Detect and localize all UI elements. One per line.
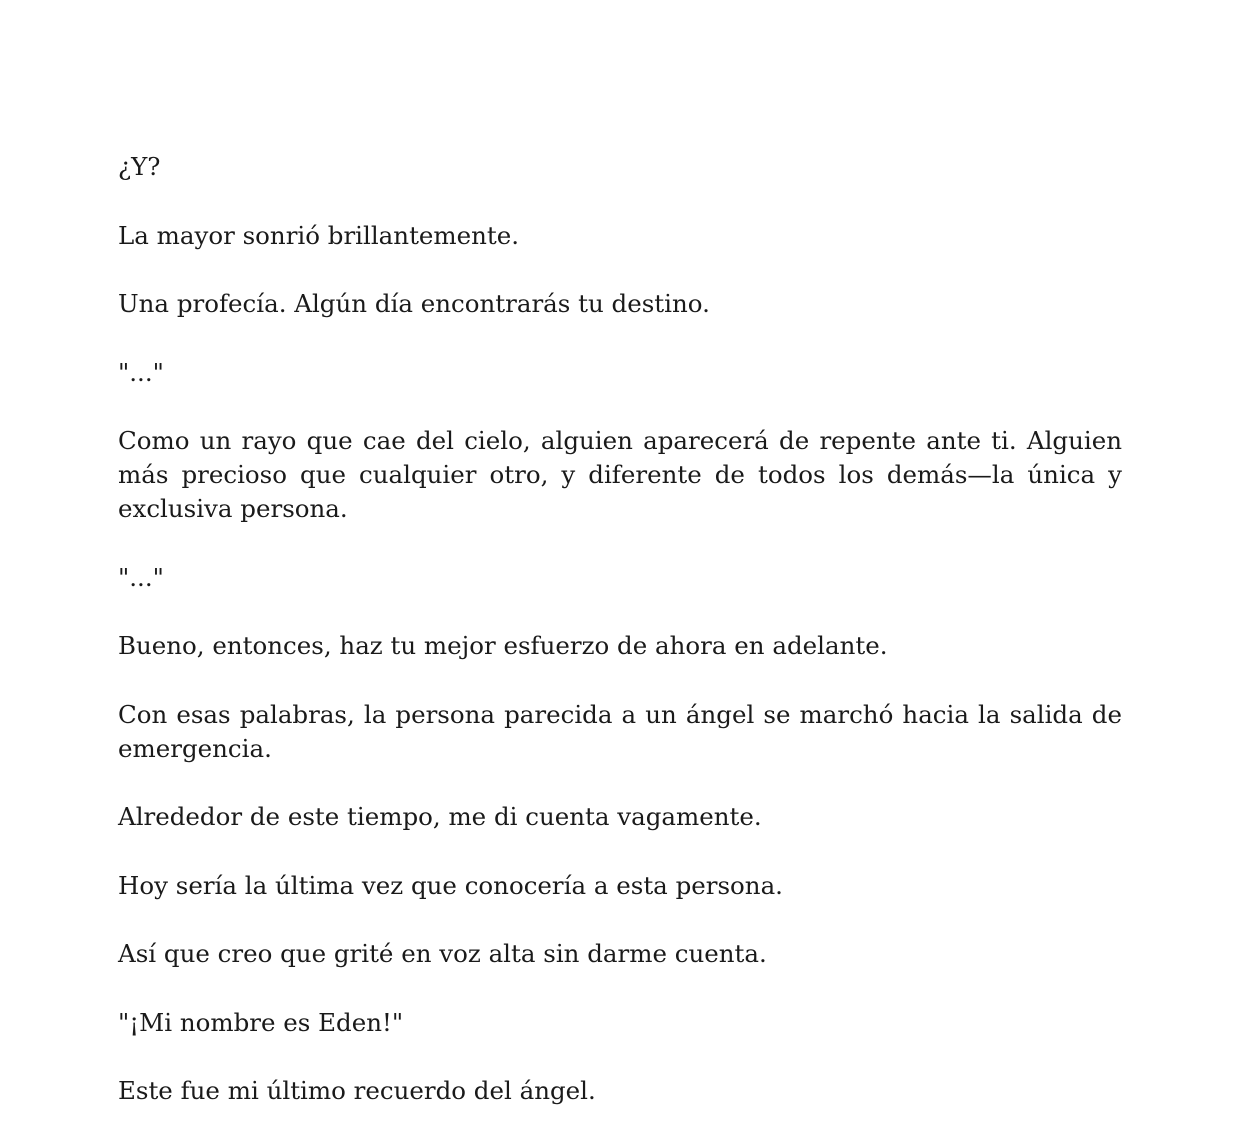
paragraph: Una profecía. Algún día encontrarás tu destino. — [118, 289, 710, 318]
paragraph: Bueno, entonces, haz tu mejor esfuerzo de ahora en adelante. — [118, 631, 888, 660]
paragraph: "..." — [118, 562, 164, 592]
paragraph: La mayor sonrió brillantemente. — [118, 220, 520, 250]
paragraph: "..." — [118, 357, 164, 387]
paragraph: ¿Y? — [118, 152, 161, 181]
document-page — [118, 150, 1122, 1143]
paragraph: Alrededor de este tiempo, me di cuenta vagamente. — [118, 802, 762, 831]
paragraph: "¡Mi nombre es Eden!" — [118, 1007, 404, 1037]
paragraph: Este fue mi último recuerdo del ángel. — [118, 1076, 596, 1105]
paragraph: Así que creo que grité en voz alta sin darme cuenta. — [118, 939, 767, 968]
paragraph: Con esas palabras, la persona parecida a un ángel se marchó hacia la salida de emergencia. — [118, 699, 1122, 763]
paragraph: Como un rayo que cae del cielo, alguien aparecerá de repente ante ti. Alguien más precioso que cualquier otro, y diferente de todos los demás—la única y exclusiva persona. — [118, 426, 1122, 523]
paragraph: Hoy sería la última vez que conocería a esta persona. — [118, 870, 783, 900]
